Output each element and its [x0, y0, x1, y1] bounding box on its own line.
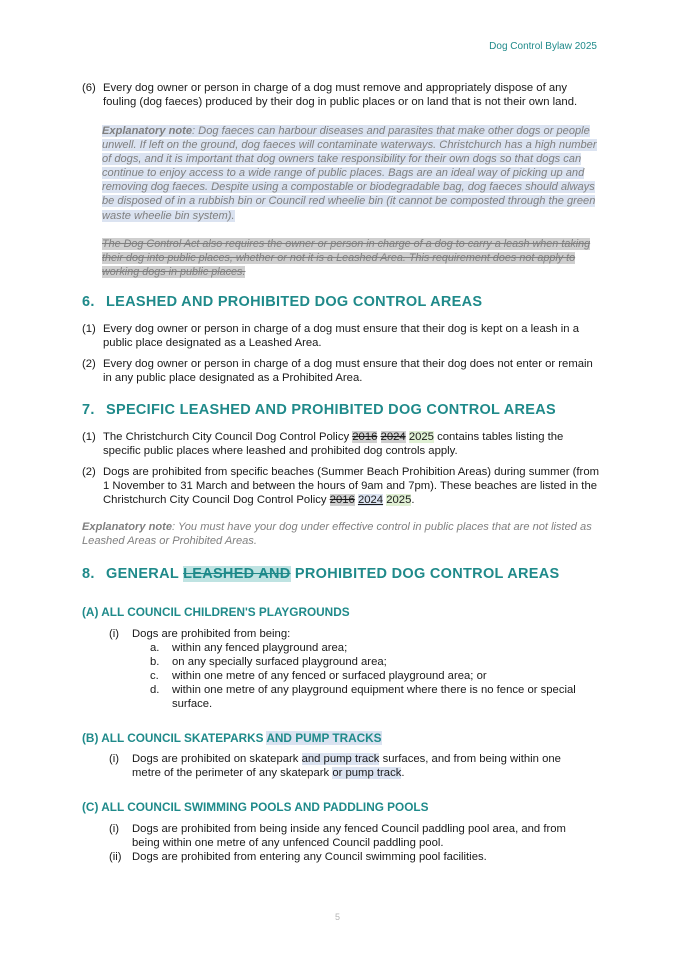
text-run: Dogs are prohibited from specific beaches (Summer Beach Prohibition Areas) during summer (from 1 November to 31 March and between the hours of 9am and 7pm). These beaches are listed in the Christchurch City Council Dog Control Policy [103, 466, 600, 507]
item-text [103, 465, 602, 508]
list-text: within one metre of any playground equipment where there is no fence or special surface. [172, 684, 576, 711]
list-item [150, 669, 590, 683]
section-number: 8. [82, 566, 95, 582]
section-number: 7. [82, 402, 95, 418]
subsection-b-item [109, 752, 589, 780]
list-item [150, 641, 590, 655]
item-text: Dogs are prohibited from being inside any fenced Council paddling pool area, and from being within one metre of any unfenced Council paddling pool. [132, 823, 566, 850]
section-7-heading [82, 402, 556, 418]
inserted-year: 2025 [386, 494, 412, 507]
explanatory-note-faeces [102, 124, 597, 223]
underlined-year: 2024 [357, 494, 384, 507]
item-number: (2) [82, 358, 96, 370]
section-title-start: GENERAL [106, 566, 184, 582]
inserted-year: 2025 [408, 431, 434, 443]
list-letter: a. [150, 642, 160, 654]
deleted-year: 2024 [380, 431, 406, 443]
deleted-note-leash [102, 237, 597, 279]
list-text: within any fenced playground area; [172, 642, 348, 654]
deleted-text: The Dog Control Act also requires the owner or person in charge of a dog to carry a leash when taking their dog into public places, whether or not it is a Leashed Area. This requirement does not apply to working dogs in public places. [102, 238, 591, 279]
text-run: contains tables listing the specific public places where leashed and prohibited dog controls apply. [103, 431, 564, 458]
item-text [132, 752, 589, 780]
item-number: (2) [82, 466, 96, 478]
item-number: (1) [82, 323, 96, 335]
list-text: within one metre of any fenced or surfaced playground area; or [172, 670, 487, 682]
subsection-c-item-1 [109, 822, 589, 850]
intro-text: Dogs are prohibited from being: [132, 628, 291, 640]
clause-6 [82, 81, 602, 109]
section-title: SPECIFIC LEASHED AND PROHIBITED DOG CONTROL AREAS [106, 402, 556, 418]
heading-added-text: AND PUMP TRACKS [266, 731, 382, 745]
explanatory-note-control [82, 520, 602, 548]
section-7-item-2 [82, 465, 602, 508]
item-text: Dogs are prohibited from entering any Council swimming pool facilities. [132, 851, 487, 863]
section-number: 6. [82, 294, 95, 310]
item-text: Every dog owner or person in charge of a dog must ensure that their dog is kept on a leash in a public place designated as a Leashed Area. [103, 323, 580, 350]
list-item [150, 655, 590, 669]
subsection-c-heading: (C) ALL COUNCIL SWIMMING POOLS AND PADDLING POOLS [82, 800, 429, 814]
deleted-year: 2016 [352, 431, 378, 443]
text-run: The Christchurch City Council Dog Control Policy [103, 431, 353, 443]
note-text: : Dog faeces can harbour diseases and parasites that make other dogs or people unwell. If left on the ground, dog faeces will contaminate waterways. Christchurch has a high number of dogs, and it is important that dog owners take responsibility for their own dogs so that dogs can continue to enjoy access to a wide range of public places. Bags are an ideal way of picking up and removing dog faeces. Despite using a compostable or biodegradable bag, dog faeces should always be disposed of in a rubbish bin or Council red wheelie bin (it cannot be composted through the green waste wheelie bin system). [102, 125, 597, 222]
added-text: or pump track [332, 767, 402, 780]
item-number: (1) [82, 431, 96, 443]
note-text: : You must have your dog under effective control in public places that are not listed as Leashed Areas or Prohibited Areas. [82, 521, 592, 548]
list-item [150, 683, 590, 711]
section-title-deleted: LEASHED AND [183, 566, 291, 582]
section-title: LEASHED AND PROHIBITED DOG CONTROL AREAS [106, 294, 483, 310]
section-8-heading [82, 566, 559, 582]
roman-number: (ii) [109, 851, 122, 863]
added-text: and pump track [301, 753, 380, 765]
item-text [103, 430, 602, 458]
clause-number: (6) [82, 82, 96, 94]
text-run: . [401, 767, 405, 780]
item-text: Every dog owner or person in charge of a dog must ensure that their dog does not enter or remain in any public place designated as a Prohibited Area. [103, 358, 593, 385]
list-letter: c. [150, 670, 159, 682]
roman-number: (i) [109, 753, 120, 765]
note-label: Explanatory note [82, 521, 173, 533]
section-6-item-2 [82, 357, 602, 385]
subsection-a-heading: (A) ALL COUNCIL CHILDREN'S PLAYGROUNDS [82, 605, 350, 619]
list-letter: b. [150, 656, 160, 668]
running-header: Dog Control Bylaw 2025 [489, 41, 597, 52]
subsection-c-item-2 [109, 850, 589, 864]
section-6-item-1 [82, 322, 602, 350]
heading-text: (B) ALL COUNCIL SKATEPARKS [82, 731, 267, 745]
roman-number: (i) [109, 628, 120, 640]
text-run: . [411, 494, 415, 507]
deleted-year: 2016 [329, 494, 355, 507]
text-run: surfaces, and from being within one metre of the perimeter of any skatepark [132, 753, 561, 780]
list-letter: d. [150, 684, 160, 696]
subsection-b-heading [82, 731, 382, 745]
roman-number: (i) [109, 823, 120, 835]
section-7-item-1 [82, 430, 602, 458]
page-number: 5 [334, 912, 340, 922]
note-label: Explanatory note [102, 125, 193, 137]
section-6-heading [82, 294, 482, 310]
list-text: on any specially surfaced playground area; [172, 656, 387, 668]
section-title-end: PROHIBITED DOG CONTROL AREAS [290, 566, 560, 582]
clause-text: Every dog owner or person in charge of a dog must remove and appropriately dispose of any fouling (dog faeces) produced by their dog in public places or on land that is not their own land. [103, 82, 578, 109]
text-run: Dogs are prohibited on skatepark [132, 753, 302, 765]
subsection-a-intro [109, 627, 589, 641]
